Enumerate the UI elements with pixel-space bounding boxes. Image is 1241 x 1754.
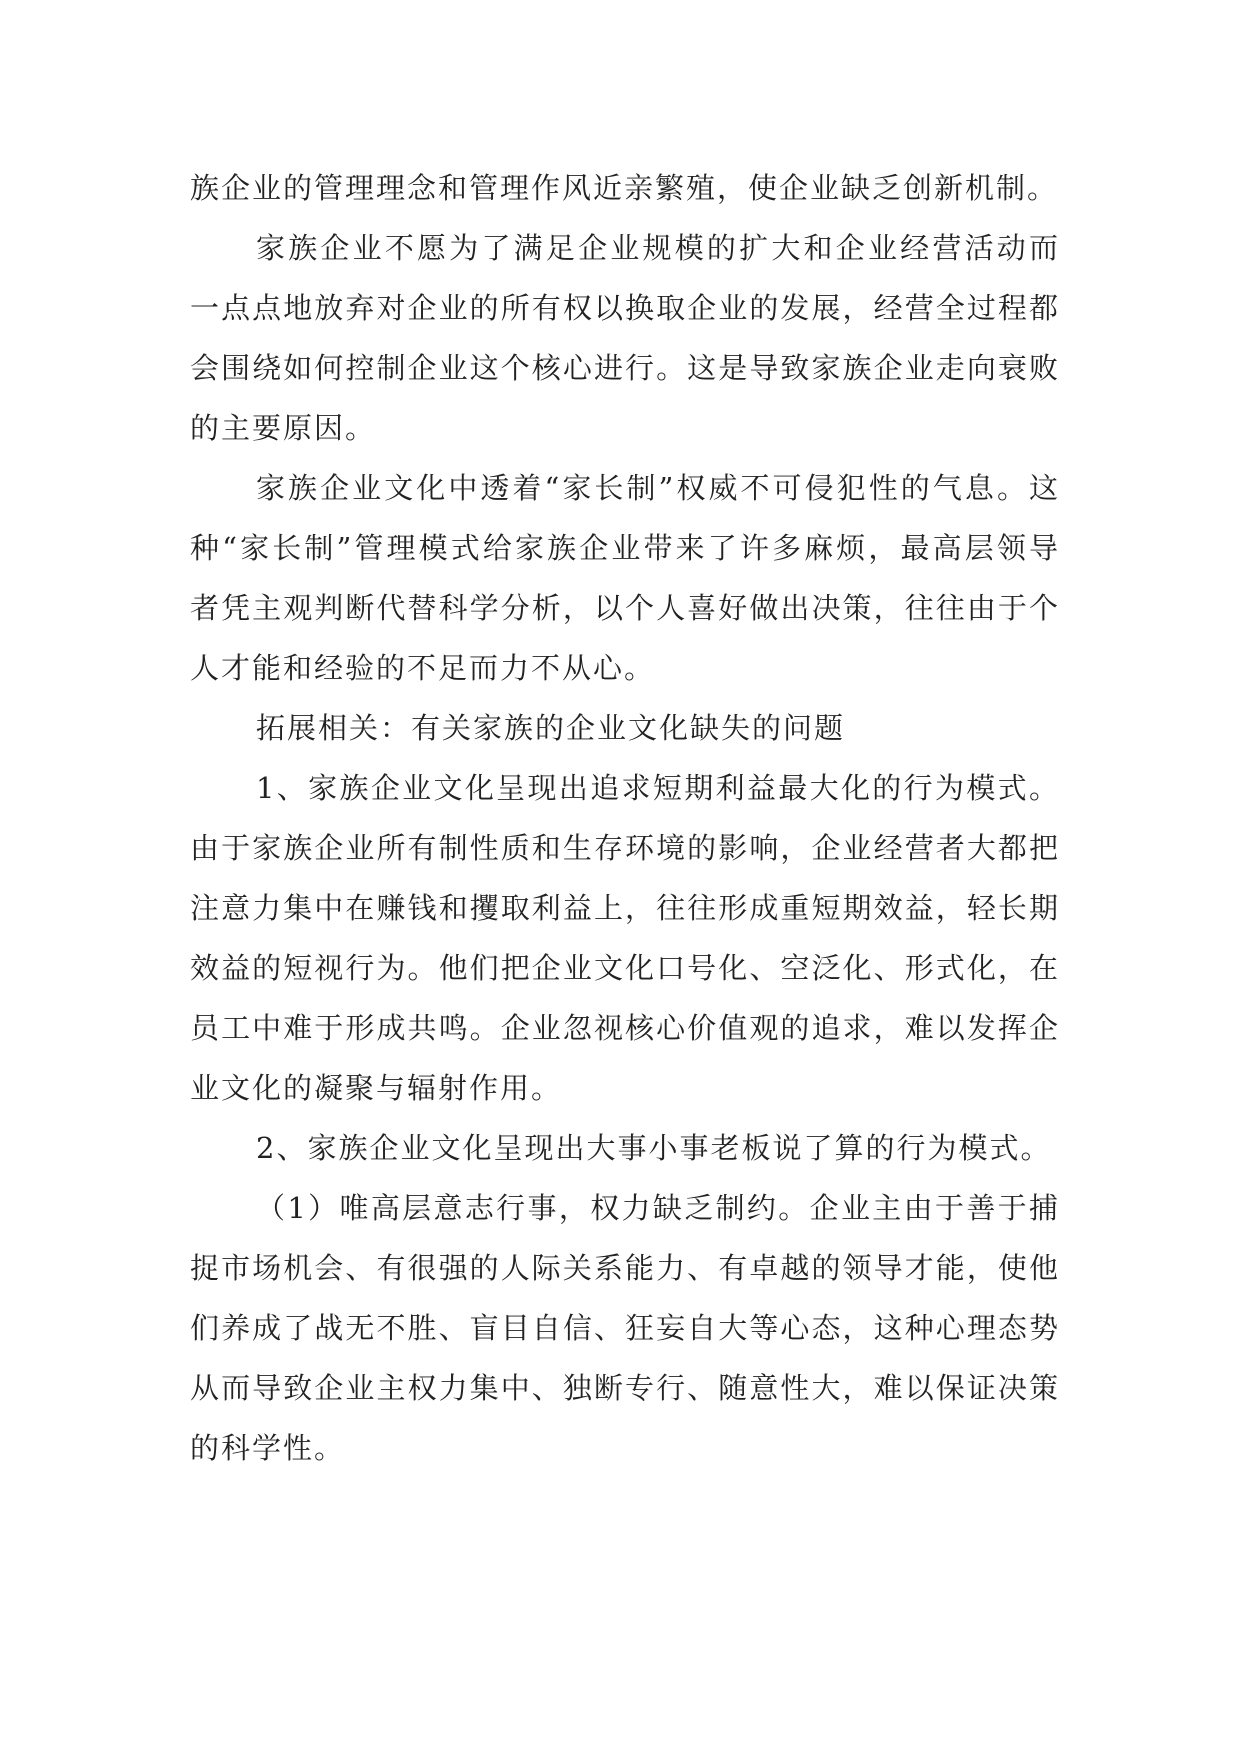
paragraph-point-1: 1、家族企业文化呈现出追求短期利益最大化的行为模式。由于家族企业所有制性质和生存环境的影响，企业经营者大都把注意力集中在赚钱和攫取利益上，往往形成重短期效益，轻长期效益的短视行为。他们把企业文化口号化、空泛化、形式化，在员工中难于形成共鸣。企业忽视核心价值观的追求，难以发挥企业文化的凝聚与辐射作用。 xyxy=(190,771,1060,1105)
paragraph-subpoint-1: （1）唯高层意志行事，权力缺乏制约。企业主由于善于捕捉市场机会、有很强的人际关系能力、有卓越的领导才能，使他们养成了战无不胜、盲目自信、狂妄自大等心态，这种心理态势从而导致企业主权力集中、独断专行、随意性大，难以保证决策的科学性。 xyxy=(190,1191,1060,1465)
paragraph-1: 族企业的管理理念和管理作风近亲繁殖，使企业缺乏创新机制。 xyxy=(190,171,1059,205)
paragraph-point-2: 2、家族企业文化呈现出大事小事老板说了算的行为模式。 xyxy=(256,1131,1052,1165)
paragraph-2: 家族企业不愿为了满足企业规模的扩大和企业经营活动而一点点地放弃对企业的所有权以换取企业的发展，经营全过程都会围绕如何控制企业这个核心进行。这是导致家族企业走向衰败的主要原因。 xyxy=(190,231,1060,445)
paragraph-3: 家族企业文化中透着“家长制”权威不可侵犯性的气息。这种“家长制”管理模式给家族企业带来了许多麻烦，最高层领导者凭主观判断代替科学分析，以个人喜好做出决策，往往由于个人才能和经验的不足而力不从心。 xyxy=(190,471,1060,685)
document-body xyxy=(190,158,1060,1478)
section-heading: 拓展相关：有关家族的企业文化缺失的问题 xyxy=(256,711,846,745)
